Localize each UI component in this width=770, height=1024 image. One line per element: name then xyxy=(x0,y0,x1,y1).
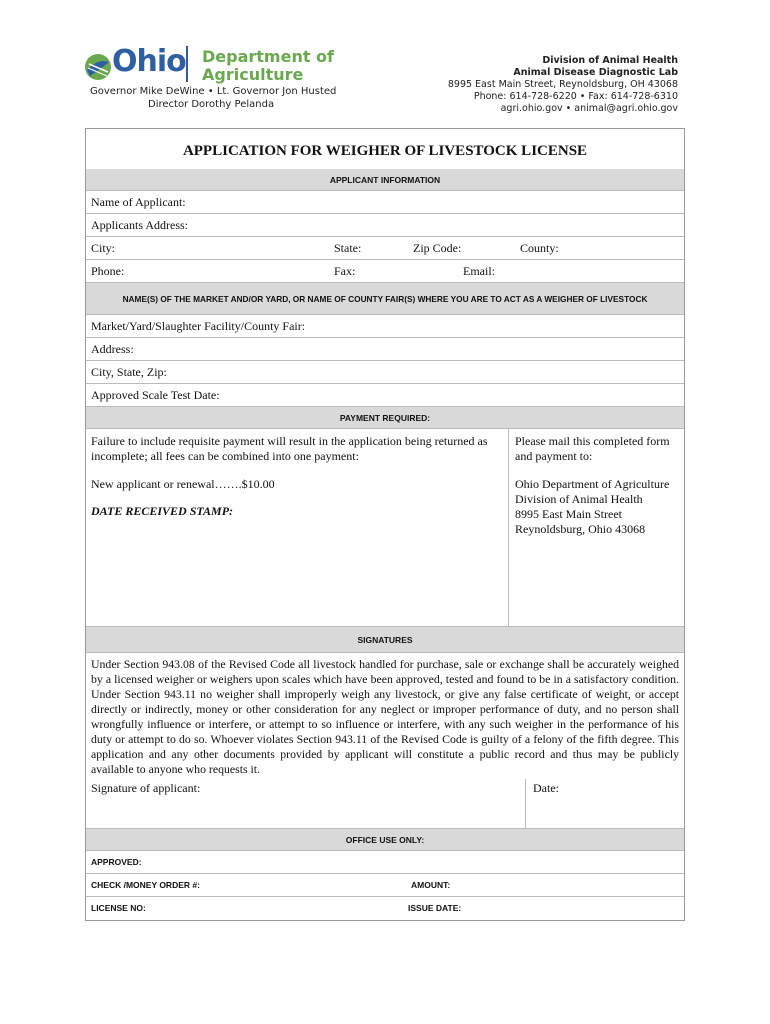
facility-address-label: Address: xyxy=(91,342,134,356)
date-label: Date: xyxy=(533,781,559,795)
logo-divider xyxy=(186,46,188,82)
signatures-section-header: SIGNATURES xyxy=(86,627,684,653)
lab-name: Animal Disease Diagnostic Lab xyxy=(513,67,678,78)
check-money-order-field[interactable]: CHECK /MONEY ORDER #: xyxy=(91,880,200,890)
date-received-stamp-area: DATE RECEIVED STAMP: xyxy=(91,504,234,518)
license-number-field[interactable]: LICENSE NO: xyxy=(91,903,146,913)
license-issue-row xyxy=(86,897,684,920)
contact-block xyxy=(448,55,678,115)
phone-field[interactable]: Phone: xyxy=(91,264,125,278)
director-line: Director Dorothy Pelanda xyxy=(148,99,275,110)
fax-field[interactable]: Fax: xyxy=(334,264,356,278)
payment-notice: Failure to include requisite payment will result in the application being returned as incomplete; all fees can be combined into one payment: xyxy=(91,434,488,463)
applicant-name-field[interactable] xyxy=(86,191,684,214)
city-field[interactable]: City: xyxy=(91,241,116,255)
county-field[interactable]: County: xyxy=(520,241,559,255)
mailing-address xyxy=(515,477,685,537)
mail-address-line: 8995 East Main Street xyxy=(515,507,622,521)
form-title: APPLICATION FOR WEIGHER OF LIVESTOCK LICENSE xyxy=(182,143,588,159)
applicant-signature-field[interactable] xyxy=(86,779,526,829)
payment-block xyxy=(86,429,684,627)
zip-code-field[interactable]: Zip Code: xyxy=(413,241,462,255)
applicant-address-label: Applicants Address: xyxy=(91,218,188,232)
phone-fax-email-row xyxy=(86,260,684,283)
department-name xyxy=(202,48,334,84)
mailing-instructions xyxy=(515,434,685,537)
scale-test-date-field[interactable] xyxy=(86,384,684,407)
ohio-wordmark: Ohio xyxy=(112,44,186,79)
legal-notice: Under Section 943.08 of the Revised Code all livestock handled for purchase, sale or exchange shall be accurately weighed by a licensed weigher or weighers upon scales which have been approved, tested and found to be in a satisfactory condition. Under Section 943.11 no weigher shall improperly weigh any livestock, or give any false certificate of weight, or accept directly or indirectly, money or other consideration for any neglect or improper performance of duty, and no person shall wrongfully influence or interfere, or attempt to so influence or interfere, with any such weigher in the performance of his duty or attempt to do so. Whoever violates Section 943.11 of the Revised Code is guilty of a felony of the fifth degree. This application and any other documents provided by applicant will constitute a public record and thus may be publicly available to anyone who requests it. xyxy=(91,657,679,776)
email-field[interactable]: Email: xyxy=(463,264,495,278)
scale-test-label: Approved Scale Test Date: xyxy=(91,388,220,402)
applicant-section-header: APPLICANT INFORMATION xyxy=(86,169,684,191)
approved-field[interactable] xyxy=(86,851,684,874)
fee-line: New applicant or renewal…….$10.00 xyxy=(91,477,275,491)
state-field[interactable]: State: xyxy=(334,241,362,255)
signature-label: Signature of applicant: xyxy=(91,781,201,795)
dept-line-2: Agriculture xyxy=(202,65,304,84)
issue-date-field[interactable]: ISSUE DATE: xyxy=(408,903,462,913)
license-application-form xyxy=(85,128,685,921)
approved-label: APPROVED: xyxy=(91,857,142,867)
payment-details xyxy=(86,429,509,627)
city-state-zip-county-row xyxy=(86,237,684,260)
mail-address-line: Reynoldsburg, Ohio 43068 xyxy=(515,522,646,536)
governor-line: Governor Mike DeWine • Lt. Governor Jon Husted xyxy=(90,86,337,97)
facility-address-field[interactable] xyxy=(86,338,684,361)
amount-field[interactable]: AMOUNT: xyxy=(411,880,451,890)
payment-section-header: PAYMENT REQUIRED: xyxy=(86,407,684,429)
facility-city-state-zip-field[interactable] xyxy=(86,361,684,384)
division-name: Division of Animal Health xyxy=(542,55,678,66)
contact-phone-fax: Phone: 614-728-6220 • Fax: 614-728-6310 xyxy=(473,91,678,102)
mail-address-line: Division of Animal Health xyxy=(515,492,643,506)
facility-label: Market/Yard/Slaughter Facility/County Fair: xyxy=(91,319,306,333)
contact-web-email: agri.ohio.gov • animal@agri.ohio.gov xyxy=(500,103,678,114)
signature-date-field[interactable] xyxy=(533,781,559,796)
facility-field[interactable] xyxy=(86,315,684,338)
contact-address: 8995 East Main Street, Reynoldsburg, OH 43068 xyxy=(447,79,678,90)
mail-instruction: Please mail this completed form and payment to: xyxy=(515,434,670,463)
facility-csz-label: City, State, Zip: xyxy=(91,365,167,379)
ohio-agriculture-logo xyxy=(84,46,374,116)
dept-line-1: Department of xyxy=(202,47,335,66)
letterhead xyxy=(0,0,770,120)
mail-address-line: Ohio Department of Agriculture xyxy=(515,477,670,491)
applicant-name-label: Name of Applicant: xyxy=(91,195,186,209)
office-use-section-header: OFFICE USE ONLY: xyxy=(86,829,684,851)
applicant-address-field[interactable] xyxy=(86,214,684,237)
signature-row xyxy=(86,779,684,829)
market-section-header: NAME(S) OF THE MARKET AND/OR YARD, OR NAME OF COUNTY FAIR(S) WHERE YOU ARE TO ACT AS A WEIGHER OF LIVESTOCK xyxy=(86,283,684,315)
check-amount-row xyxy=(86,874,684,897)
